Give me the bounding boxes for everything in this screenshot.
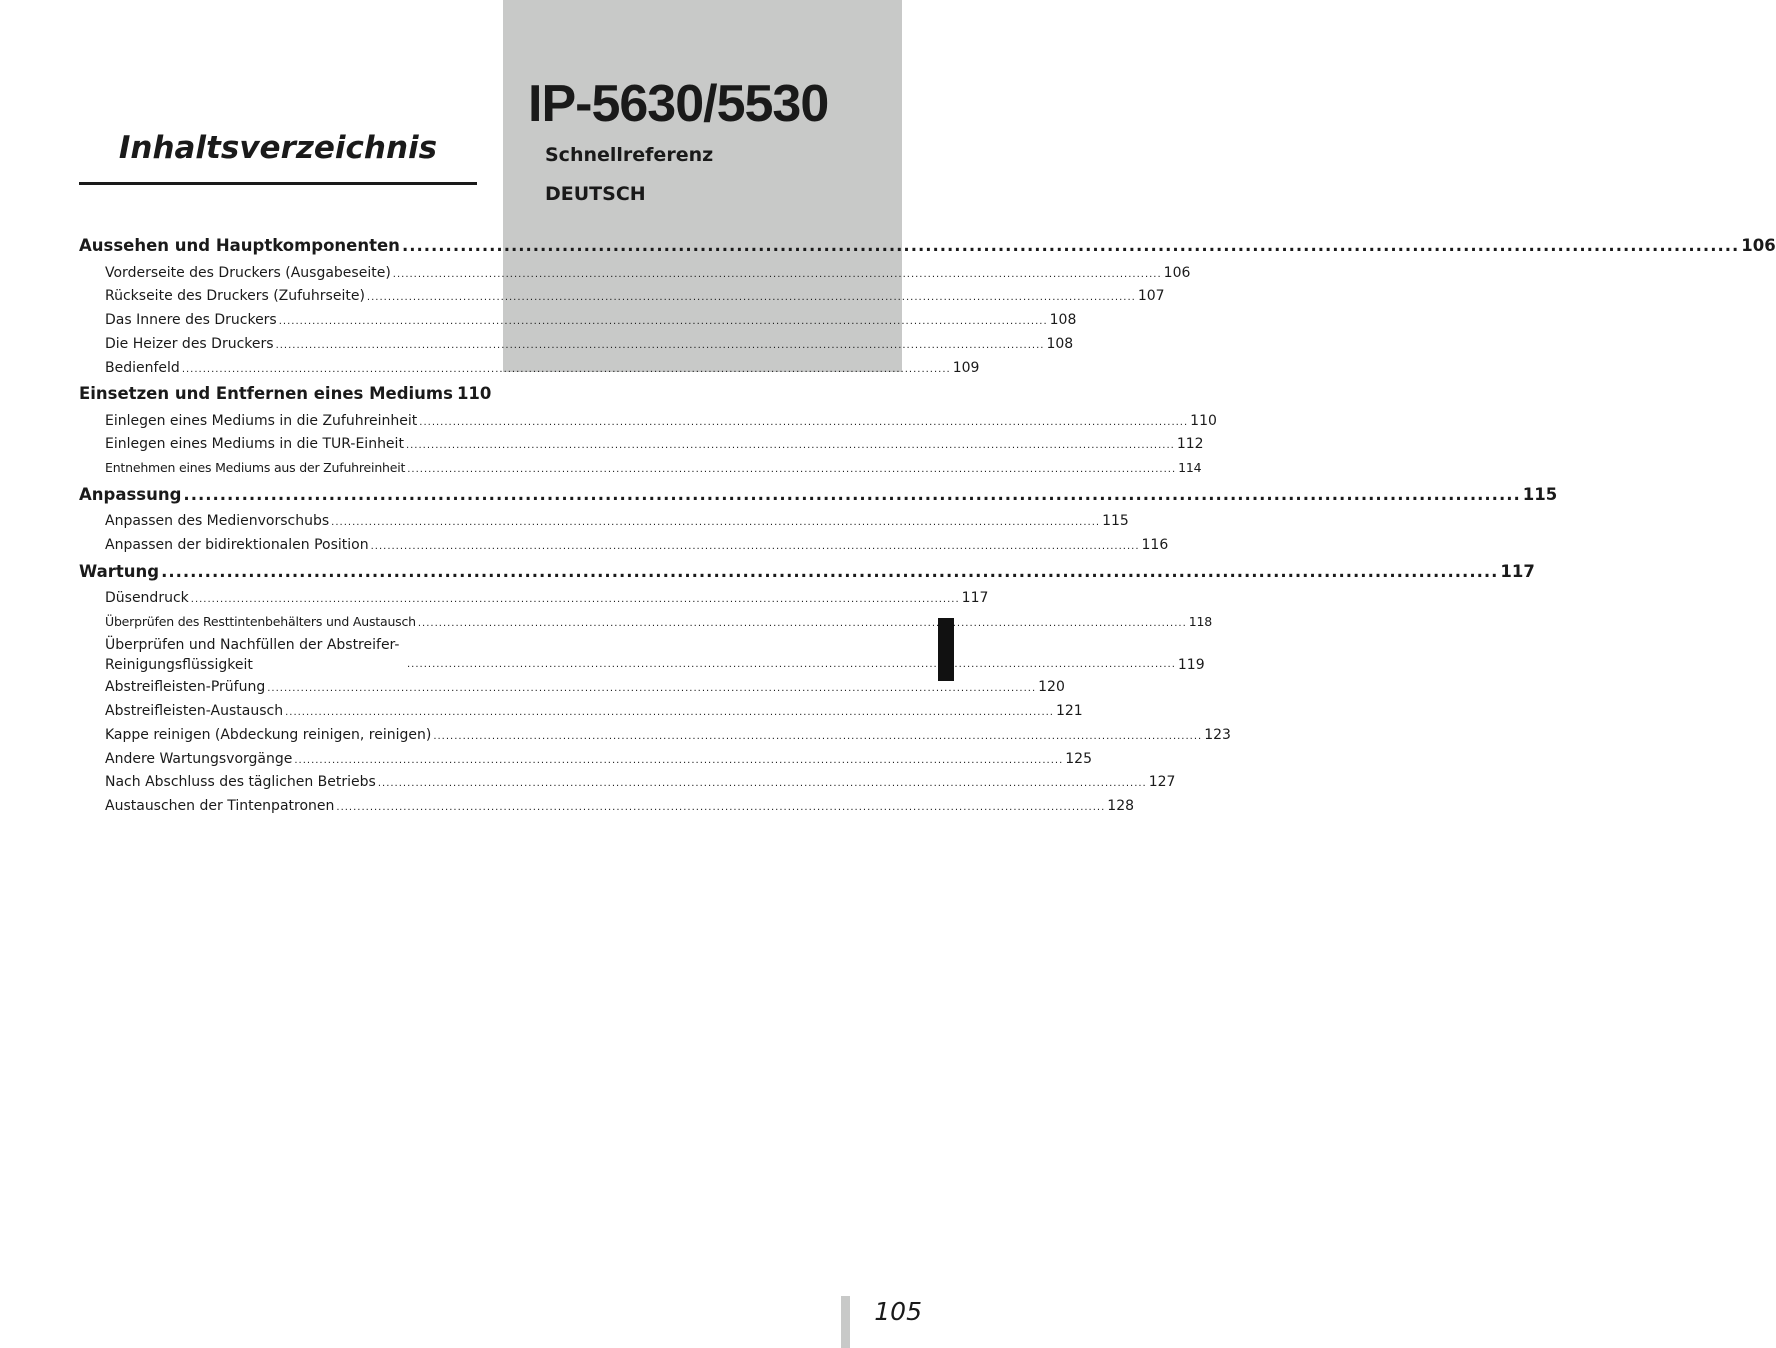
toc-entry-label: Kappe reinigen (Abdeckung reinigen, reinigen) <box>105 727 432 743</box>
toc-entry-label: Einlegen eines Mediums in die Zufuhreinheit <box>105 413 418 429</box>
toc-entry[interactable] <box>105 333 1074 355</box>
toc-entry-page: 123 <box>1204 727 1231 743</box>
toc-entry-page: 117 <box>1500 562 1535 581</box>
toc-entry-label: Aussehen und Hauptkomponenten <box>79 236 400 255</box>
toc-entry-label: Wartung <box>79 562 160 581</box>
toc-leader-dots <box>276 333 1045 357</box>
toc-entry-label: Die Heizer des Druckers <box>105 336 274 352</box>
toc-entry-label: Abstreifleisten-Prüfung <box>105 679 266 695</box>
toc-entry[interactable] <box>105 262 1191 284</box>
toc-leader-dots <box>294 748 1063 772</box>
toc-leader-dots <box>419 410 1188 434</box>
toc-entry-page: 106 <box>1163 265 1191 281</box>
toc-leader-dots <box>279 309 1048 333</box>
toc-entry[interactable] <box>79 483 1558 507</box>
toc-entry-page: 109 <box>952 360 980 376</box>
toc-entry-page: 120 <box>1038 679 1065 695</box>
toc-entry-page: 121 <box>1055 703 1083 719</box>
toc-entry[interactable] <box>105 510 1129 532</box>
page-number: 105 <box>874 1297 922 1326</box>
toc-entry-label: Anpassen der bidirektionalen Position <box>105 537 369 553</box>
toc-leader-dots <box>331 510 1100 534</box>
toc-entry[interactable] <box>105 457 1202 479</box>
toc-heading: Inhaltsverzeichnis <box>118 130 438 166</box>
toc-entry-label: Einlegen eines Mediums in die TUR-Einheit <box>105 436 404 452</box>
language-label: DEUTSCH <box>545 183 646 205</box>
page-number-bar <box>841 1296 850 1348</box>
toc-entry[interactable] <box>105 700 1083 722</box>
toc-entry-page: 118 <box>1188 614 1213 629</box>
toc-leader-dots <box>183 483 1520 507</box>
toc-entry[interactable] <box>105 676 1065 698</box>
toc-entry[interactable] <box>105 795 1135 817</box>
toc-entry-page: 110 <box>456 384 492 403</box>
toc-leader-dots <box>402 234 1739 258</box>
toc-leader-dots <box>378 771 1147 795</box>
document-subtitle: Schnellreferenz <box>545 144 714 166</box>
toc-entry[interactable] <box>105 309 1077 331</box>
toc-entry-page: 116 <box>1141 537 1169 553</box>
toc-entry-page: 125 <box>1065 751 1092 767</box>
toc-entry-label: Bedienfeld <box>105 360 180 376</box>
toc-entry-label: Das Innere des Druckers <box>105 312 277 328</box>
toc-entry[interactable] <box>105 748 1092 770</box>
toc-leader-dots <box>393 262 1162 286</box>
toc-entry-label: Entnehmen eines Mediums aus der Zufuhreinheit <box>105 460 406 475</box>
toc-leader-dots <box>406 433 1175 457</box>
toc-entry[interactable] <box>105 611 1213 633</box>
toc-entry-label: Überprüfen des Resttintenbehälters und Austausch <box>105 614 416 629</box>
model-title: IP-5630/5530 <box>528 75 829 133</box>
chapter-tab-marker <box>938 618 954 681</box>
toc-entry[interactable] <box>105 285 1165 307</box>
toc-entry-label: Überprüfen und Nachfüllen der Abstreifer-Reinigungsflüssigkeit <box>105 637 400 673</box>
toc-entry-label: Anpassung <box>79 485 182 504</box>
toc-entry-page: 107 <box>1137 288 1165 304</box>
toc-entry-page: 108 <box>1049 312 1077 328</box>
toc-entry-label: Anpassen des Medienvorschubs <box>105 513 330 529</box>
toc-entry-label: Austauschen der Tintenpatronen <box>105 798 335 814</box>
toc-divider <box>79 182 477 185</box>
toc-leader-dots <box>418 611 1187 635</box>
toc-entry-page: 115 <box>1102 513 1129 529</box>
toc-entry[interactable] <box>79 234 1776 258</box>
toc-entry-page: 115 <box>1522 485 1558 504</box>
toc-entry-page: 110 <box>1190 413 1217 429</box>
toc-leader-dots <box>433 724 1202 748</box>
toc-entry-label: Düsendruck <box>105 590 189 606</box>
toc-entry[interactable] <box>105 587 989 609</box>
toc-leader-dots <box>182 357 951 381</box>
toc-entry[interactable] <box>79 560 1535 584</box>
toc-entry-label: Einsetzen und Entfernen eines Mediums <box>79 384 453 403</box>
toc-entry[interactable] <box>105 534 1169 556</box>
toc-entry-page: 112 <box>1176 436 1204 452</box>
toc-entry-page: 106 <box>1741 236 1776 255</box>
toc-entry-label: Vorderseite des Druckers (Ausgabeseite) <box>105 265 391 281</box>
toc-leader-dots <box>267 676 1036 700</box>
toc-leader-dots <box>371 534 1140 558</box>
toc-leader-dots <box>367 285 1136 309</box>
toc-leader-dots <box>285 700 1054 724</box>
toc-leader-dots <box>407 653 1176 675</box>
toc-entry[interactable] <box>105 433 1204 455</box>
toc-leader-dots <box>191 587 960 611</box>
toc-entry[interactable] <box>79 382 492 406</box>
toc-entry[interactable] <box>105 410 1217 432</box>
toc-entry[interactable] <box>105 724 1231 746</box>
toc-leader-dots <box>336 795 1105 819</box>
toc-entry[interactable] <box>105 771 1176 793</box>
toc-entry[interactable] <box>105 357 980 379</box>
toc-entry-label: Abstreifleisten-Austausch <box>105 703 284 719</box>
toc-entry-label: Nach Abschluss des täglichen Betriebs <box>105 774 376 790</box>
toc-entry-label: Andere Wartungsvorgänge <box>105 751 293 767</box>
toc-entry-page: 117 <box>961 590 989 606</box>
toc-entry-page: 127 <box>1148 774 1176 790</box>
toc-leader-dots <box>161 560 1498 584</box>
toc-entry-page: 114 <box>1178 460 1202 475</box>
toc-entry-label: Rückseite des Druckers (Zufuhrseite) <box>105 288 365 304</box>
toc-entry-page: 119 <box>1177 657 1205 673</box>
toc-entry-page: 108 <box>1046 336 1074 352</box>
toc-leader-dots <box>407 457 1176 481</box>
toc-entry-page: 128 <box>1107 798 1135 814</box>
toc-entry[interactable] <box>105 635 1205 675</box>
